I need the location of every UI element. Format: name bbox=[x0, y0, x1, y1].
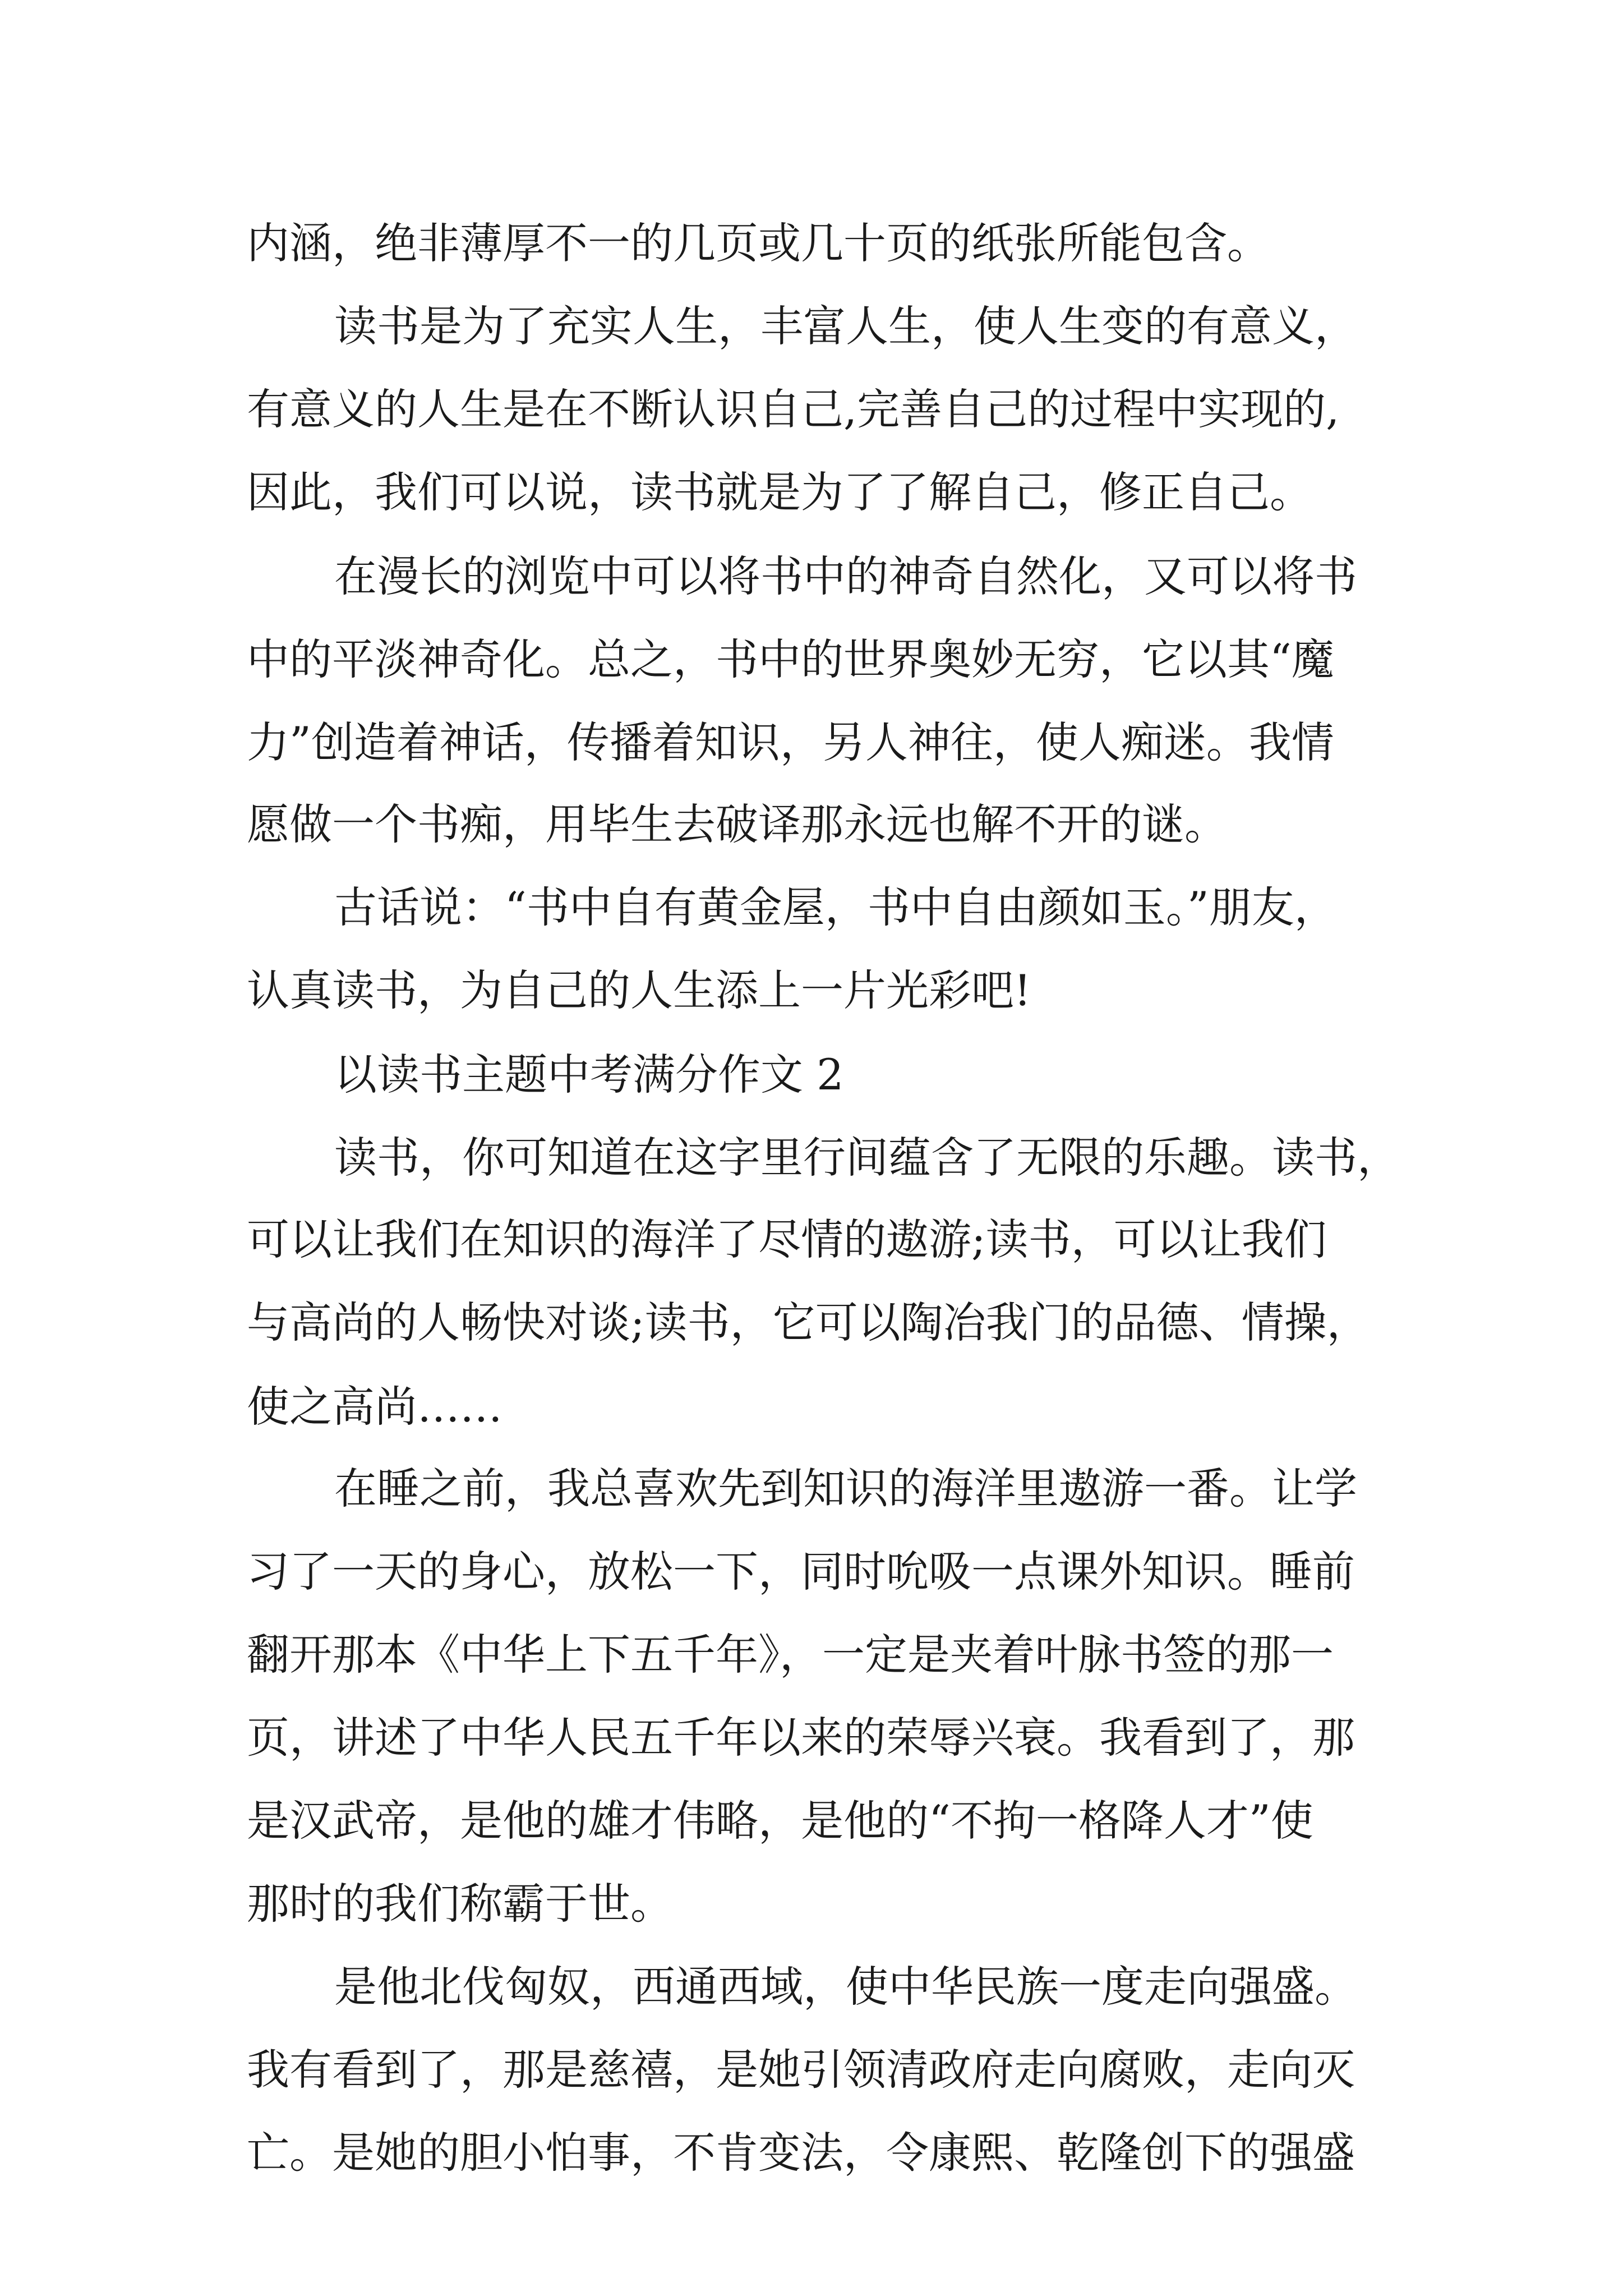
text-line: 认真读书，为自己的人生添上一片光彩吧! bbox=[247, 965, 1031, 1015]
text-line: 内涵，绝非薄厚不一的几页或几十页的纸张所能包含。 bbox=[247, 218, 1270, 268]
text-line: 愿做一个书痴，用毕生去破译那永远也解不开的谜。 bbox=[247, 799, 1227, 849]
text-line: 有意义的人生是在不断认识自己,完善自己的过程中实现的, bbox=[247, 384, 1340, 434]
text-line: 古话说：“书中自有黄金屋，书中自由颜如玉。”朋友， bbox=[334, 882, 1337, 932]
text-line: 那时的我们称霸于世。 bbox=[247, 1879, 673, 1929]
text-line: 是汉武帝，是他的雄才伟略，是他的“不拘一格降人才”使 bbox=[247, 1796, 1313, 1846]
text-line: 在漫长的浏览中可以将书中的神奇自然化，又可以将书 bbox=[334, 551, 1357, 601]
text-line: 因此，我们可以说，读书就是为了了解自己，修正自己。 bbox=[247, 467, 1312, 517]
text-line: 力”创造着神话，传播着知识，另人神往，使人痴迷。我情 bbox=[247, 717, 1334, 767]
text-line: 页，讲述了中华人民五千年以来的荣辱兴衰。我看到了，那 bbox=[247, 1713, 1355, 1763]
text-line: 我有看到了，那是慈禧，是她引领清政府走向腐败，走向灭 bbox=[247, 2045, 1355, 2095]
text-line: 翻开那本《中华上下五千年》，一定是夹着叶脉书签的那一 bbox=[247, 1630, 1334, 1680]
text-line: 亡。是她的胆小怕事，不肯变法，令康熙、乾隆创下的强盛 bbox=[247, 2128, 1355, 2178]
text-line: 是他北伐匈奴，西通西域，使中华民族一度走向强盛。 bbox=[334, 1962, 1357, 2012]
text-line: 中的平淡神奇化。总之，书中的世界奥妙无穷，它以其“魔 bbox=[247, 634, 1334, 684]
text-line: 与高尚的人畅快对谈;读书，它可以陶冶我门的品德、情操， bbox=[247, 1297, 1370, 1347]
text-line: 使之高尚…… bbox=[247, 1382, 502, 1432]
text-line: 读书是为了充实人生，丰富人生，使人生变的有意义， bbox=[334, 301, 1357, 351]
section-heading: 以读书主题中考满分作文 2 bbox=[334, 1050, 844, 1099]
text-line: 习了一天的身心，放松一下，同时吮吸一点课外知识。睡前 bbox=[247, 1547, 1355, 1596]
text-line: 读书，你可知道在这字里行间蕴含了无限的乐趣。读书， bbox=[334, 1133, 1400, 1182]
text-line: 在睡之前，我总喜欢先到知识的海洋里遨游一番。让学 bbox=[334, 1464, 1357, 1513]
text-line: 可以让我们在知识的海洋了尽情的遨游;读书，可以让我们 bbox=[247, 1214, 1327, 1264]
